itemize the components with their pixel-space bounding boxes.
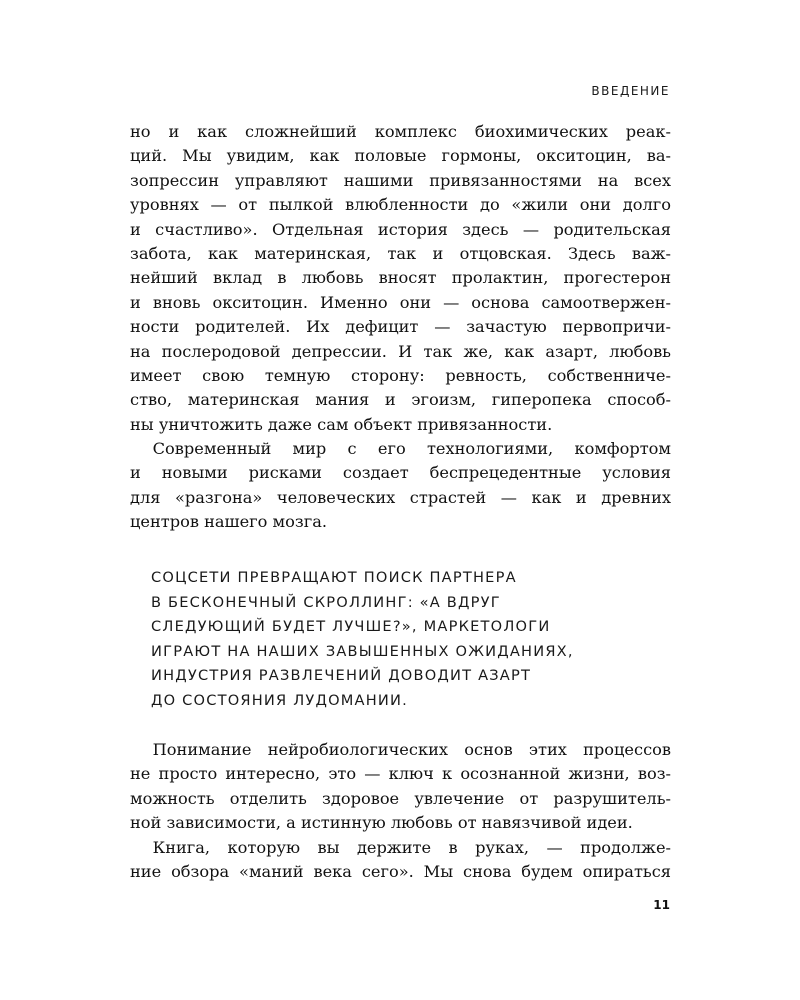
text-line: Книга, которую вы держите в руках, — продолже- <box>152 837 671 857</box>
text-line: можность отделить здоровое увлечение от разрушитель- <box>130 788 671 808</box>
text-line: ной зависимости, а истинную любовь от навязчивой идеи. <box>130 813 633 833</box>
page-number: 11 <box>653 898 670 912</box>
pull-quote-line: СЛЕДУЮЩИЙ БУДЕТ ЛУЧШЕ?», МАРКЕТОЛОГИ <box>151 618 551 635</box>
text-line: не просто интересно, это — ключ к осознанной жизни, воз- <box>130 764 671 784</box>
text-line: Современный мир с его технологиями, комфортом <box>152 439 671 459</box>
text-line: уровнях — от пылкой влюбленности до «жили они долго <box>130 195 671 215</box>
text-line: но и как сложнейший комплекс биохимических реак- <box>130 122 671 141</box>
body-text-bottom <box>130 738 671 884</box>
text-line: ство, материнская мания и эгоизм, гиперопека способ- <box>130 390 671 410</box>
text-line: ны уничтожить даже сам объект привязанности. <box>130 414 553 434</box>
pull-quote-line: ИНДУСТРИЯ РАЗВЛЕЧЕНИЙ ДОВОДИТ АЗАРТ <box>151 667 532 684</box>
text-line: и счастливо». Отдельная история здесь — родительская <box>130 219 671 239</box>
pull-quote-line: ДО СОСТОЯНИЯ ЛУДОМАНИИ. <box>151 691 408 709</box>
text-line: нейший вклад в любовь вносят пролактин, прогестерон <box>130 268 671 288</box>
text-line: имеет свою темную сторону: ревность, собственниче- <box>130 365 671 385</box>
text-line: ние обзора «маний века сего». Мы снова будем опираться <box>130 861 671 881</box>
text-line: и вновь окситоцин. Именно они — основа самоотвержен- <box>130 292 671 312</box>
pull-quote-line: В БЕСКОНЕЧНЫЙ СКРОЛЛИНГ: «А ВДРУГ <box>151 593 501 611</box>
text-line: и новыми рисками создает беспрецедентные условия <box>130 463 671 483</box>
text-line: центров нашего мозга. <box>130 512 327 532</box>
text-line: для «разгона» человеческих страстей — как и древних <box>130 487 671 507</box>
body-text-top <box>130 120 671 535</box>
running-head: ВВЕДЕНИЕ <box>591 84 670 98</box>
pull-quote-line: СОЦСЕТИ ПРЕВРАЩАЮТ ПОИСК ПАРТНЕРА <box>151 569 517 586</box>
text-line: забота, как материнская, так и отцовская. Здесь важ- <box>130 243 671 263</box>
pull-quote <box>151 566 631 713</box>
text-line: зопрессин управляют нашими привязанностями на всех <box>130 170 671 190</box>
pull-quote-line: ИГРАЮТ НА НАШИХ ЗАВЫШЕННЫХ ОЖИДАНИЯХ, <box>151 642 574 660</box>
text-line: на послеродовой депрессии. И так же, как азарт, любовь <box>130 341 671 361</box>
text-line: Понимание нейробиологических основ этих процессов <box>152 740 671 759</box>
text-line: ности родителей. Их дефицит — зачастую первопричи- <box>130 317 671 337</box>
text-line: ций. Мы увидим, как половые гормоны, окситоцин, ва- <box>130 146 671 166</box>
